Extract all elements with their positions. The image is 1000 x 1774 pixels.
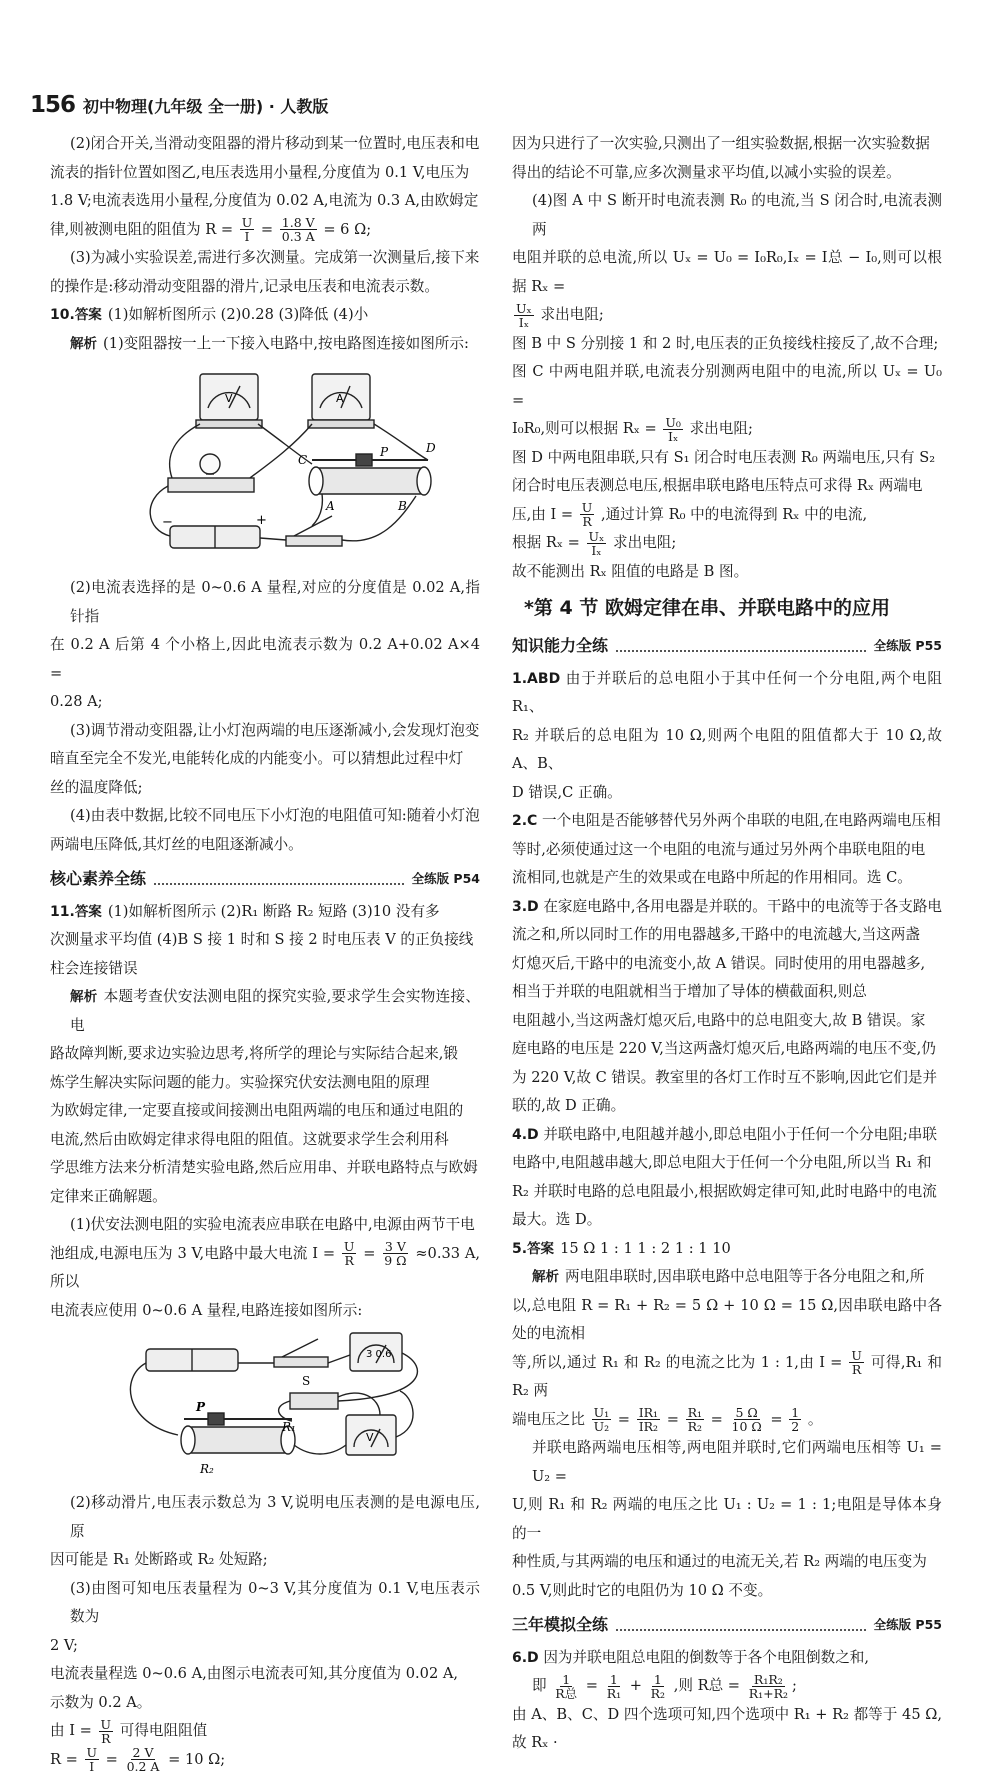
- text-line: 庭电路的电压是 220 V,当这两盏灯熄灭后,电路两端的电压不变,仍: [512, 1035, 942, 1064]
- denominator: 2: [789, 1420, 801, 1433]
- text-line: 丝的温度降低;: [50, 774, 480, 803]
- text-line: 流之和,所以同时工作的用电器越多,干路中的电流越大,当这两盏: [512, 921, 942, 950]
- question-6: [512, 1644, 942, 1673]
- numerator: U: [849, 1349, 864, 1363]
- denominator: R₁+R₂: [747, 1687, 790, 1700]
- denominator: R: [580, 515, 593, 528]
- text-span: 一个电阻是否能够替代另外两个串联的电阻,在电路两端电压相: [542, 812, 941, 829]
- answer-text: (1)如解析图所示 (2)R₁ 断路 R₂ 短路 (3)10 没有多: [108, 903, 440, 920]
- text-line: 最大。选 D。: [512, 1206, 942, 1235]
- fraction: [637, 1406, 660, 1433]
- text-span: = 6 Ω;: [323, 221, 371, 238]
- text-span: 等,所以,通过 R₁ 和 R₂ 的电流之比为 1 : 1,由 I =: [512, 1354, 842, 1371]
- text-line: 流表的指针位置如图乙,电压表选用小量程,分度值为 0.1 V,电压为: [50, 159, 480, 188]
- text-line: 流相同,也就是产生的效果或在电路中所起的作用相同。选 C。: [512, 864, 942, 893]
- question-11-answer: [50, 898, 480, 927]
- text-span: 本题考查伏安法测电阻的探究实验,要求学生会实物连接、电: [70, 988, 480, 1034]
- text-line: 次测量求平均值 (4)B S 接 1 时和 S 接 2 时电压表 V 的正负接线: [50, 926, 480, 955]
- answer-tag: 答案: [527, 1241, 554, 1257]
- text-span: 两电阻串联时,因串联电路中总电阻等于各分电阻之和,所: [565, 1268, 925, 1285]
- section-heading-knowledge: [512, 632, 942, 661]
- q10-circuit-figure: [50, 360, 480, 572]
- text-line: 1.8 V;电流表选用小量程,分度值为 0.02 A,电流为 0.3 A,由欧姆定: [50, 187, 480, 216]
- formula-line: [512, 501, 942, 530]
- text-line: 以,总电阻 R = R₁ + R₂ = 5 Ω + 10 Ω = 15 Ω,因串联电路中各处的电流相: [512, 1292, 942, 1349]
- text-span: R =: [50, 1751, 78, 1768]
- text-line: 图 B 中 S 分别接 1 和 2 时,电压表的正负接线柱接反了,故不合理;: [512, 330, 942, 359]
- text-span: (1)变阻器按一上一下接入电路中,按电路图连接如图所示:: [103, 335, 469, 352]
- text-line: 灯熄灭后,干路中的电流变小,故 A 错误。同时使用的用电器越多,: [512, 950, 942, 979]
- denominator: U₂: [592, 1420, 612, 1433]
- question-number: 5.: [512, 1241, 527, 1257]
- denominator: R: [342, 1254, 355, 1267]
- text-line: 炼学生解决实际问题的能力。实验探究伏安法测电阻的原理: [50, 1069, 480, 1098]
- numerator: 3 V: [383, 1240, 408, 1254]
- fraction: [747, 1673, 790, 1700]
- fraction: [686, 1406, 704, 1433]
- numerator: Uₓ: [514, 302, 534, 316]
- denominator: 0.3 A: [280, 230, 317, 243]
- answer-text: (1)如解析图所示 (2)0.28 (3)降低 (4)小: [108, 306, 368, 323]
- numerator: U: [580, 501, 595, 515]
- fraction: [240, 216, 255, 243]
- text-span: 池组成,电源电压为 3 V,电路中最大电流 I =: [50, 1245, 335, 1262]
- fraction: [849, 1349, 864, 1376]
- formula-line: [512, 1349, 942, 1406]
- numerator: U₀: [663, 416, 683, 430]
- fraction: [587, 530, 607, 557]
- fraction: [280, 216, 317, 243]
- question-number: 2.C: [512, 813, 537, 829]
- fraction: [663, 416, 683, 443]
- question-1: [512, 665, 942, 722]
- denominator: Iₓ: [589, 544, 603, 557]
- right-column: [512, 130, 942, 1758]
- numerator: 1.8 V: [280, 216, 317, 230]
- text-span: 根据 Rₓ =: [512, 534, 580, 551]
- text-line: 0.28 A;: [50, 688, 480, 717]
- text-line: U,则 R₁ 和 R₂ 两端的电压之比 U₁ : U₂ = 1 : 1;电阻是导体本身的一: [512, 1491, 942, 1548]
- formula-line: 律,则被测电阻的阻值为 R = $\frac{U}{I}$ = $\frac{1.8 V}{0.3 A}$ = 6 Ω;: [50, 216, 480, 245]
- fraction: [342, 1240, 357, 1267]
- text-line: 学思维方法来分析清楚实验电路,然后应用串、并联电路特点与欧姆: [50, 1154, 480, 1183]
- text-line: R₂ 并联后的总电阻为 10 Ω,则两个电阻的阻值都大于 10 Ω,故 A、B、: [512, 722, 942, 779]
- fraction: [514, 302, 534, 329]
- denominator: 9 Ω: [382, 1254, 408, 1267]
- formula-line: 即 $\frac{1}{\text{R总}}$ = $\frac{1}{\text{R₁}}$ + $\frac{1}{\text{R₂}}$ ,则 R总 = $\frac{\text{R₁R₂}}{\text{R₁+R₂}}$ ;: [512, 1672, 942, 1701]
- numerator: 1: [608, 1673, 620, 1687]
- formula-line: 池组成,电源电压为 3 V,电路中最大电流 I = $\frac{U}{R}$ = $\frac{3 V}{9 \Omega}$ ≈0.33 A,所以: [50, 1240, 480, 1297]
- analysis-tag: 解析: [70, 989, 98, 1005]
- text-line: 电路中,电阻越串越大,即总电阻大于任何一个分电阻,所以当 R₁ 和: [512, 1149, 942, 1178]
- numerator: R₁: [686, 1406, 704, 1420]
- question-2: [512, 807, 942, 836]
- text-line: 故不能测出 Rₓ 阻值的电路是 B 图。: [512, 558, 942, 587]
- text-span: 压,由 I =: [512, 506, 573, 523]
- numerator: U₁: [592, 1406, 612, 1420]
- slider-p-label: P: [379, 445, 389, 459]
- question-5-analysis: [512, 1263, 942, 1292]
- text-line: 相当于并联的电阻就相当于增加了导体的横截面积,则总: [512, 978, 942, 1007]
- denominator: R: [850, 1363, 863, 1376]
- text-line: (3)调节滑动变阻器,让小灯泡两端的电压逐渐减小,会发现灯泡变: [50, 717, 480, 746]
- left-column: [50, 130, 480, 1774]
- text-line: 路故障判断,要求边实验边思考,将所学的理论与实际结合起来,锻: [50, 1040, 480, 1069]
- question-11-analysis: [50, 983, 480, 1040]
- denominator: Iₓ: [666, 430, 680, 443]
- text-line: 电阻越小,当这两盏灯熄灭后,电路中的总电阻变大,故 B 错误。家: [512, 1007, 942, 1036]
- question-4: [512, 1121, 942, 1150]
- denominator: 0.2 A: [125, 1760, 162, 1773]
- numerator: U: [342, 1240, 357, 1254]
- numerator: 1: [652, 1673, 664, 1687]
- fraction: [85, 1746, 100, 1773]
- question-number: 1.ABD: [512, 671, 560, 687]
- fraction: [605, 1673, 623, 1700]
- dotted-leader: [616, 1619, 866, 1631]
- battery-minus-label: −: [162, 515, 173, 530]
- text-line: 为 220 V,故 C 错误。教室里的各灯工作时互不影响,因此它们是并: [512, 1064, 942, 1093]
- section-heading-core: [50, 865, 480, 894]
- section-title: 三年模拟全练: [512, 1611, 608, 1640]
- text-line: (2)移动滑片,电压表示数总为 3 V,说明电压表测的是电源电压,原: [50, 1489, 480, 1546]
- text-line: (3)为减小实验误差,需进行多次测量。完成第一次测量后,接下来: [50, 244, 480, 273]
- numerator: U: [99, 1718, 114, 1732]
- text-line: (1)伏安法测电阻的实验电流表应串联在电路中,电源由两节干电: [50, 1211, 480, 1240]
- text-span: 可得电阻阻值: [120, 1722, 208, 1739]
- text-line: 闭合时电压表测总电压,根据串联电路电压特点可求得 Rₓ 两端电: [512, 472, 942, 501]
- text-line: 的操作是:移动滑动变阻器的滑片,记录电压表和电流表示数。: [50, 273, 480, 302]
- formula-line: [512, 529, 942, 558]
- denominator: I: [243, 230, 252, 243]
- dotted-leader: [154, 873, 404, 885]
- text-span: = 10 Ω;: [168, 1751, 225, 1768]
- text-span: 即: [532, 1677, 547, 1694]
- text-line: 电阻并联的总电流,所以 Uₓ = U₀ = I₀R₀,Iₓ = I总 − I₀,则可以根据 Rₓ =: [512, 244, 942, 301]
- text-span: I₀R₀,则可以根据 Rₓ =: [512, 420, 657, 437]
- section-ref: 全练版 P54: [412, 865, 480, 894]
- voltmeter-label: V: [225, 392, 233, 405]
- text-span: 求出电阻;: [613, 534, 676, 551]
- text-span: 可得,R₁ 和 R₂ 两: [512, 1354, 942, 1400]
- numerator: U: [240, 216, 255, 230]
- text-line: 因为只进行了一次实验,只测出了一组实验数据,根据一次实验数据: [512, 130, 942, 159]
- text-line: 并联电路两端电压相等,两电阻并联时,它们两端电压相等 U₁ = U₂ =: [512, 1434, 942, 1491]
- question-number: 4.D: [512, 1127, 539, 1143]
- text-line: 由 A、B、C、D 四个选项可知,四个选项中 R₁ + R₂ 都等于 45 Ω,故 Rₓ ·: [512, 1701, 942, 1758]
- analysis-tag: 解析: [532, 1269, 559, 1285]
- fraction: [649, 1673, 667, 1700]
- text-line: (2)闭合开关,当滑动变阻器的滑片移动到某一位置时,电压表和电: [50, 130, 480, 159]
- text-line: 0.5 V,则此时它的电阻仍为 10 Ω 不变。: [512, 1577, 942, 1606]
- denominator: R: [99, 1732, 112, 1745]
- denominator: Iₓ: [517, 316, 531, 329]
- voltmeter-label: V: [366, 1431, 374, 1444]
- formula-line: [50, 1717, 480, 1746]
- question-5-answer: [512, 1235, 942, 1264]
- analysis-tag: 解析: [70, 336, 97, 352]
- numerator: Uₓ: [587, 530, 607, 544]
- numerator: U: [85, 1746, 100, 1760]
- denominator: R₁: [605, 1687, 623, 1700]
- text-span: 端电压之比: [512, 1411, 585, 1428]
- question-10-analysis: [50, 330, 480, 359]
- numerator: 2 V: [131, 1746, 156, 1760]
- fraction: [592, 1406, 612, 1433]
- text-line: 定律来正确解题。: [50, 1183, 480, 1212]
- answer-tag: 答案: [75, 904, 102, 920]
- battery-plus-label: +: [256, 513, 267, 528]
- text-line: 因可能是 R₁ 处断路或 R₂ 处短路;: [50, 1546, 480, 1575]
- text-span: 求出电阻;: [690, 420, 753, 437]
- text-line: 2 V;: [50, 1632, 480, 1661]
- fraction: [553, 1673, 579, 1700]
- text-line: 联的,故 D 正确。: [512, 1092, 942, 1121]
- text-line: 暗直至完全不发光,电能转化成的内能变小。可以猜想此过程中灯: [50, 745, 480, 774]
- text-span: 求出电阻;: [540, 306, 603, 323]
- fraction: [382, 1240, 408, 1267]
- formula-line: [512, 415, 942, 444]
- text-line: 电流表量程选 0~0.6 A,由图示电流表可知,其分度值为 0.02 A,: [50, 1660, 480, 1689]
- page-header: [30, 92, 328, 118]
- question-number: 10.: [50, 307, 75, 323]
- q11-circuit-figure: [50, 1327, 480, 1487]
- terminal-a-label: A: [325, 499, 335, 513]
- text-span: 并联电路中,电阻越并越小,即总电阻小于任何一个分电阻;串联: [543, 1126, 937, 1143]
- fraction: [99, 1718, 114, 1745]
- numerator: 1: [789, 1406, 801, 1420]
- text-line: D 错误,C 正确。: [512, 779, 942, 808]
- text-line: (3)由图可知电压表量程为 0~3 V,其分度值为 0.1 V,电压表示数为: [50, 1575, 480, 1632]
- answer-tag: 答案: [75, 307, 102, 323]
- text-line: 电流,然后由欧姆定律求得电阻的阻值。这就要求学生会利用科: [50, 1126, 480, 1155]
- denominator: R总: [553, 1687, 579, 1700]
- text-span: 由于并联后的总电阻小于其中任何一个分电阻,两个电阻 R₁、: [512, 670, 942, 716]
- fraction: [125, 1746, 162, 1773]
- denominator: I: [87, 1760, 96, 1773]
- terminal-c-label: C: [298, 453, 307, 467]
- text-line: 示数为 0.2 A。: [50, 1689, 480, 1718]
- ammeter-label: A: [336, 392, 344, 405]
- section-ref: 全练版 P55: [874, 632, 942, 661]
- section-heading-three-year: [512, 1611, 942, 1640]
- numerator: 5 Ω: [734, 1406, 760, 1420]
- text-line: 等时,必须使通过这一个电阻的电流与通过另外两个串联电阻的电: [512, 836, 942, 865]
- text-span: ,则 R总 =: [674, 1677, 740, 1694]
- question-number: 11.: [50, 904, 75, 920]
- denominator: R₂: [649, 1687, 667, 1700]
- denominator: R₂: [686, 1420, 704, 1433]
- text-line: 种性质,与其两端的电压和通过的电流无关,若 R₂ 两端的电压变为: [512, 1548, 942, 1577]
- terminal-d-label: D: [425, 441, 436, 455]
- question-10-answer: [50, 301, 480, 330]
- question-number: 3.D: [512, 899, 539, 915]
- r2-label: R₂: [199, 1462, 214, 1476]
- text-line: R₂ 并联时电路的总电阻最小,根据欧姆定律可知,此时电路中的电流: [512, 1178, 942, 1207]
- answer-text: 15 Ω 1 : 1 1 : 2 1 : 1 10: [560, 1240, 731, 1257]
- dotted-leader: [616, 640, 866, 652]
- text-line: 图 C 中两电阻并联,电流表分别测两电阻中的电流,所以 Uₓ = U₀ =: [512, 358, 942, 415]
- text-span: ,通过计算 R₀ 中的电流得到 Rₓ 中的电流,: [601, 506, 867, 523]
- text-line: 在 0.2 A 后第 4 个小格上,因此电流表示数为 0.2 A+0.02 A×4 =: [50, 631, 480, 688]
- formula-line: R = $\frac{U}{I}$ = $\frac{2 V}{0.2 A}$ = 10 Ω;: [50, 1746, 480, 1774]
- text-line: (4)图 A 中 S 断开时电流表测 R₀ 的电流,当 S 闭合时,电流表测两: [512, 187, 942, 244]
- text-line: 柱会连接错误: [50, 955, 480, 984]
- fraction: [789, 1406, 801, 1433]
- text-line: 图 D 中两电阻串联,只有 S₁ 闭合时电压表测 R₀ 两端电压,只有 S₂: [512, 444, 942, 473]
- switch-s-label: S: [302, 1374, 310, 1388]
- text-line: 两端电压降低,其灯丝的电阻逐渐减小。: [50, 831, 480, 860]
- text-span: 律,则被测电阻的阻值为 R =: [50, 221, 233, 238]
- fraction: [580, 501, 595, 528]
- text-line: (2)电流表选择的是 0~0.6 A 量程,对应的分度值是 0.02 A,指针指: [50, 574, 480, 631]
- chapter-heading: *第 4 节 欧姆定律在串、并联电路中的应用: [524, 594, 942, 622]
- formula-line: 端电压之比 $\frac{\text{U₁}}{\text{U₂}}$ = $\frac{\text{IR₁}}{\text{IR₂}}$ = $\frac{\text{R₁}}{\text{R₂}}$ = $\frac{5 \Omega}{10 \Omega}$ = $\frac{1}{2}$ 。: [512, 1406, 942, 1435]
- ammeter-range-label: 3 0.6: [366, 1349, 391, 1360]
- numerator: R₁R₂: [752, 1673, 785, 1687]
- text-line: 电流表应使用 0~0.6 A 量程,电路连接如图所示:: [50, 1297, 480, 1326]
- question-3: [512, 893, 942, 922]
- denominator: 10 Ω: [730, 1420, 764, 1433]
- fraction: [730, 1406, 764, 1433]
- section-ref: 全练版 P55: [874, 1611, 942, 1640]
- text-line: 为欧姆定律,一定要直接或间接测出电阻两端的电压和通过电阻的: [50, 1097, 480, 1126]
- section-title: 知识能力全练: [512, 632, 608, 661]
- text-span: 因为并联电阻总电阻的倒数等于各个电阻倒数之和,: [543, 1649, 869, 1666]
- question-number: 6.D: [512, 1650, 539, 1666]
- r1-label: R₁: [281, 1420, 296, 1434]
- denominator: IR₂: [637, 1420, 660, 1433]
- text-span: 由 I =: [50, 1722, 92, 1739]
- text-line: 得出的结论不可靠,应多次测量求平均值,以减小实验的误差。: [512, 159, 942, 188]
- text-span: 。: [808, 1411, 823, 1428]
- slider-p-label: P: [195, 1400, 206, 1414]
- text-span: ≈0.33 A,所以: [50, 1245, 480, 1291]
- text-line: (4)由表中数据,比较不同电压下小灯泡的电阻值可知:随着小灯泡: [50, 802, 480, 831]
- formula-line: [512, 301, 942, 330]
- book-title: 初中物理(九年级 全一册) · 人教版: [83, 94, 328, 117]
- text-span: 在家庭电路中,各用电器是并联的。干路中的电流等于各支路电: [543, 898, 942, 915]
- section-title: 核心素养全练: [50, 865, 146, 894]
- numerator: 1: [560, 1673, 572, 1687]
- page-number: 156: [30, 92, 75, 118]
- terminal-b-label: B: [397, 499, 407, 513]
- numerator: IR₁: [637, 1406, 660, 1420]
